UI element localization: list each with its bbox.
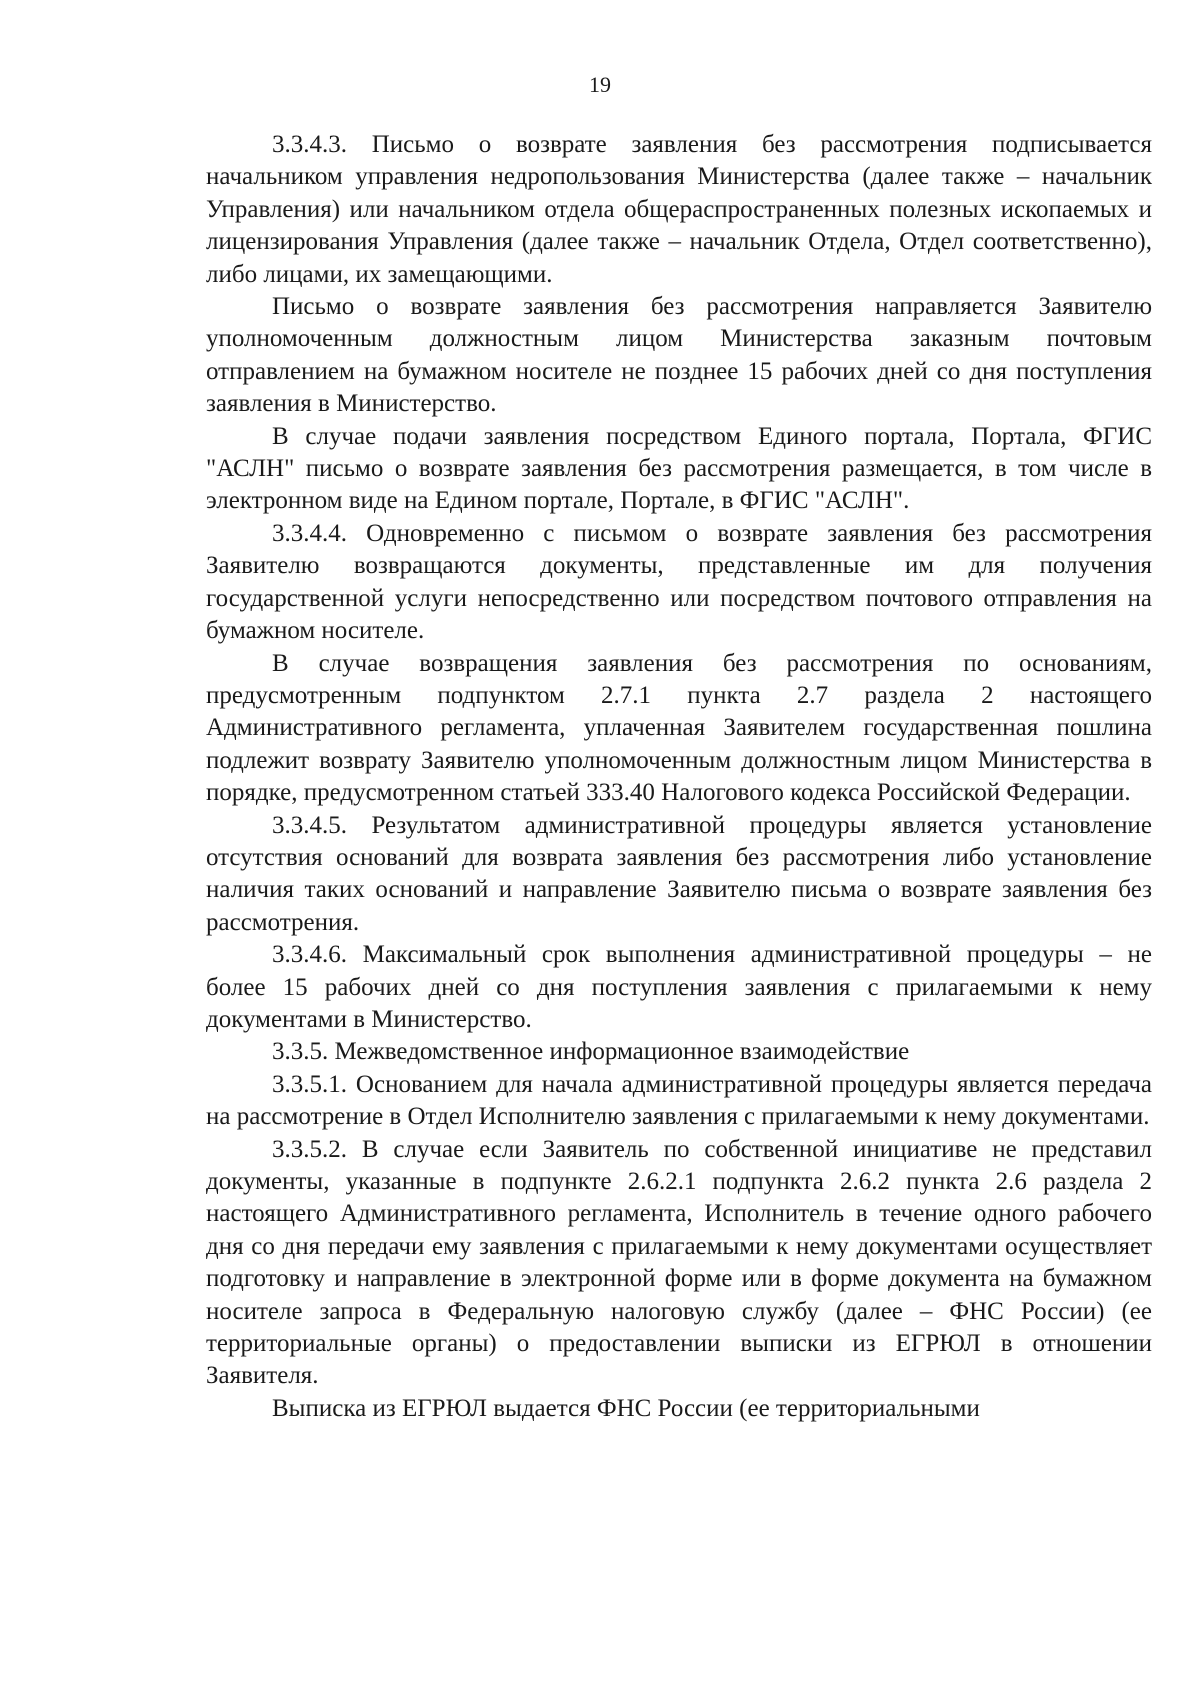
document-body: [206, 129, 1152, 1425]
paragraph-3-3-5-2: 3.3.5.2. В случае если Заявитель по собственной инициативе не представил документы, указанные в подпункте 2.6.2.1 подпункта 2.6.2 пункта 2.6 раздела 2 настоящего Административного регламента, Исполнитель в течение одного рабочего дня со дня передачи ему заявления с прилагаемыми к нему документами осуществляет подготовку и направление в электронной форме или в форме документа на бумажном носителе запроса в Федеральную налоговую службу (далее – ФНС России) (ее территориальные органы) о предоставлении выписки из ЕГРЮЛ в отношении Заявителя.: [206, 1135, 1152, 1390]
paragraph-egrul-extract: Выписка из ЕГРЮЛ выдается ФНС России (ее территориальными: [272, 1394, 980, 1422]
paragraph-duty-refund: В случае возвращения заявления без рассмотрения по основаниям, предусмотренным подпунктом 2.7.1 пункта 2.7 раздела 2 настоящего Административного регламента, уплаченная Заявителем государственная пошлина подлежит возврату Заявителю уполномоченным должностным лицом Министерства в порядке, предусмотренном статьей 333.40 Налогового кодекса Российской Федерации.: [206, 649, 1152, 807]
paragraph-3-3-4-5: 3.3.4.5. Результатом административной процедуры является установление отсутствия оснований для возврата заявления без рассмотрения либо установление наличия таких оснований и направление Заявителю письма о возврате заявления без рассмотрения.: [206, 811, 1152, 936]
paragraph-3-3-4-3: 3.3.4.3. Письмо о возврате заявления без рассмотрения подписывается начальником управления недропользования Министерства (далее также – начальник Управления) или начальником отдела общераспространенных полезных ископаемых и лицензирования Управления (далее также – начальник Отдела, Отдел соответственно), либо лицами, их замещающими.: [206, 131, 1152, 288]
paragraph-3-3-5-1: 3.3.5.1. Основанием для начала административной процедуры является передача на рассмотрение в Отдел Исполнителю заявления с прилагаемыми к нему документами.: [206, 1070, 1152, 1131]
paragraph-3-3-4-4: 3.3.4.4. Одновременно с письмом о возврате заявления без рассмотрения Заявителю возвращаются документы, представленные им для получения государственной услуги непосредственно или посредством почтового отправления на бумажном носителе.: [206, 519, 1152, 645]
paragraph-return-letter-sending: Письмо о возврате заявления без рассмотрения направляется Заявителю уполномоченным должностным лицом Министерства заказным почтовым отправлением на бумажном носителе не позднее 15 рабочих дней со дня поступления заявления в Министерство.: [206, 293, 1152, 418]
section-heading-3-3-5: 3.3.5. Межведомственное информационное взаимодействие: [272, 1038, 910, 1066]
page-number: 19: [589, 72, 611, 97]
paragraph-3-3-4-6: 3.3.4.6. Максимальный срок выполнения административной процедуры – не более 15 рабочих дней со дня поступления заявления с прилагаемыми к нему документами в Министерство.: [206, 941, 1152, 1033]
paragraph-portal-submission: В случае подачи заявления посредством Единого портала, Портала, ФГИС "АСЛН" письмо о возврате заявления без рассмотрения размещается, в том числе в электронном виде на Едином портале, Портале, в ФГИС "АСЛН".: [206, 422, 1152, 515]
